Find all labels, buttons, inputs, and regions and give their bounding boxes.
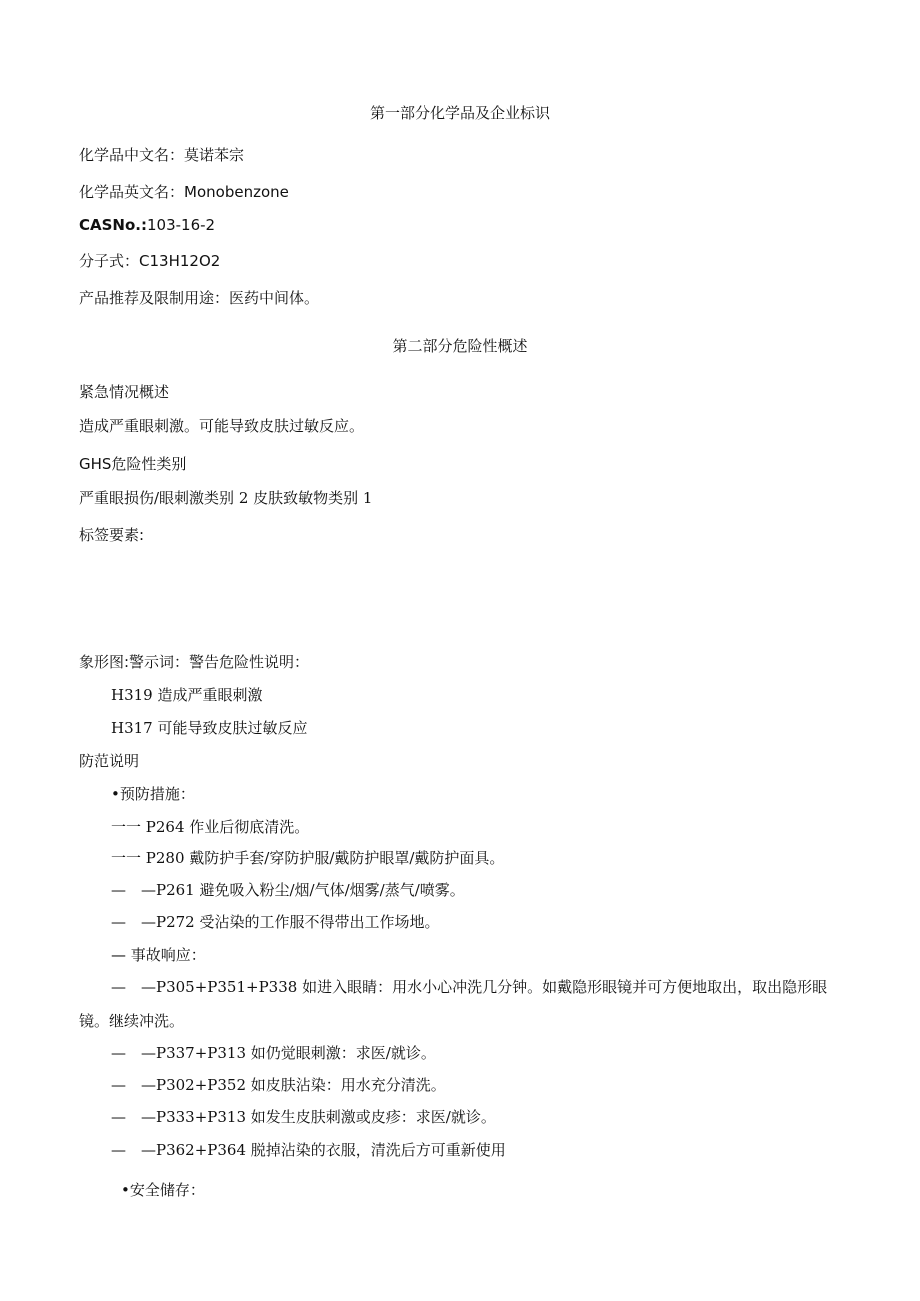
hazard-h319: H319 造成严重眼刺激 (111, 686, 263, 704)
cn-name-row (79, 145, 244, 165)
storage-heading: •安全储存： (121, 1181, 205, 1199)
section2-title: 第二部分危险性概述 (392, 337, 528, 355)
en-name-value: Monobenzone (184, 183, 289, 201)
precaution-p272: — —P272 受沾染的工作服不得带出工作场地。 (111, 913, 440, 931)
formula-value: C13H12O2 (139, 252, 221, 270)
ghs-text: 严重眼损伤/眼刺激类别 2 皮肤致敏物类别 1 (79, 489, 373, 507)
formula-label: 分子式： (79, 252, 140, 270)
precaution-p362: — —P362+P364 脱掉沾染的衣服，清洗后方可重新使用 (111, 1141, 506, 1159)
precaution-p261: — —P261 避免吸入粉尘/烟/气体/烟雾/蒸气/喷雾。 (111, 881, 465, 899)
en-name-label: 化学品英文名： (79, 183, 185, 201)
precaution-p302: — —P302+P352 如皮肤沾染：用水充分清洗。 (111, 1076, 446, 1094)
precaution-p280: 一一 P280 戴防护手套/穿防护服/戴防护眼罩/戴防护面具。 (111, 849, 505, 867)
cn-name-label: 化学品中文名： (79, 146, 185, 164)
ghs-heading: GHS危险性类别 (79, 455, 187, 473)
label-elements: 标签要素: (79, 526, 145, 544)
cas-label: CASNo.: (79, 216, 147, 234)
cn-name-value: 莫诺苯宗 (184, 146, 245, 164)
precaution-p264: 一一 P264 作业后彻底清洗。 (111, 818, 310, 836)
use-row (79, 288, 319, 308)
precaution-heading: 防范说明 (79, 752, 140, 770)
formula-row (79, 251, 220, 271)
cas-row (79, 215, 215, 235)
use-value: 医药中间体。 (229, 289, 320, 307)
emergency-text: 造成严重眼刺激。可能导致皮肤过敏反应。 (79, 417, 365, 435)
prevention-heading: •预防措施： (111, 785, 195, 803)
en-name-row (79, 182, 289, 202)
precaution-p337: — —P337+P313 如仍觉眼刺激：求医/就诊。 (111, 1044, 436, 1062)
precaution-p333: — —P333+P313 如发生皮肤刺激或皮疹：求医/就诊。 (111, 1108, 496, 1126)
cas-value: 103-16-2 (146, 216, 216, 234)
precaution-p305-line2: 镜。继续冲洗。 (79, 1012, 185, 1030)
use-label: 产品推荐及限制用途： (79, 289, 230, 307)
response-heading: — 事故响应： (111, 946, 206, 964)
hazard-h317: H317 可能导致皮肤过敏反应 (111, 719, 308, 737)
precaution-p305-line1: — —P305+P351+P338 如进入眼睛：用水小心冲洗几分钟。如戴隐形眼镜并可方便地取出，取出隐形眼 (111, 978, 828, 996)
emergency-heading: 紧急情况概述 (79, 383, 170, 401)
pictogram-line: 象形图:警示词：警告危险性说明： (79, 653, 310, 671)
section1-title: 第一部分化学品及企业标识 (369, 104, 550, 122)
